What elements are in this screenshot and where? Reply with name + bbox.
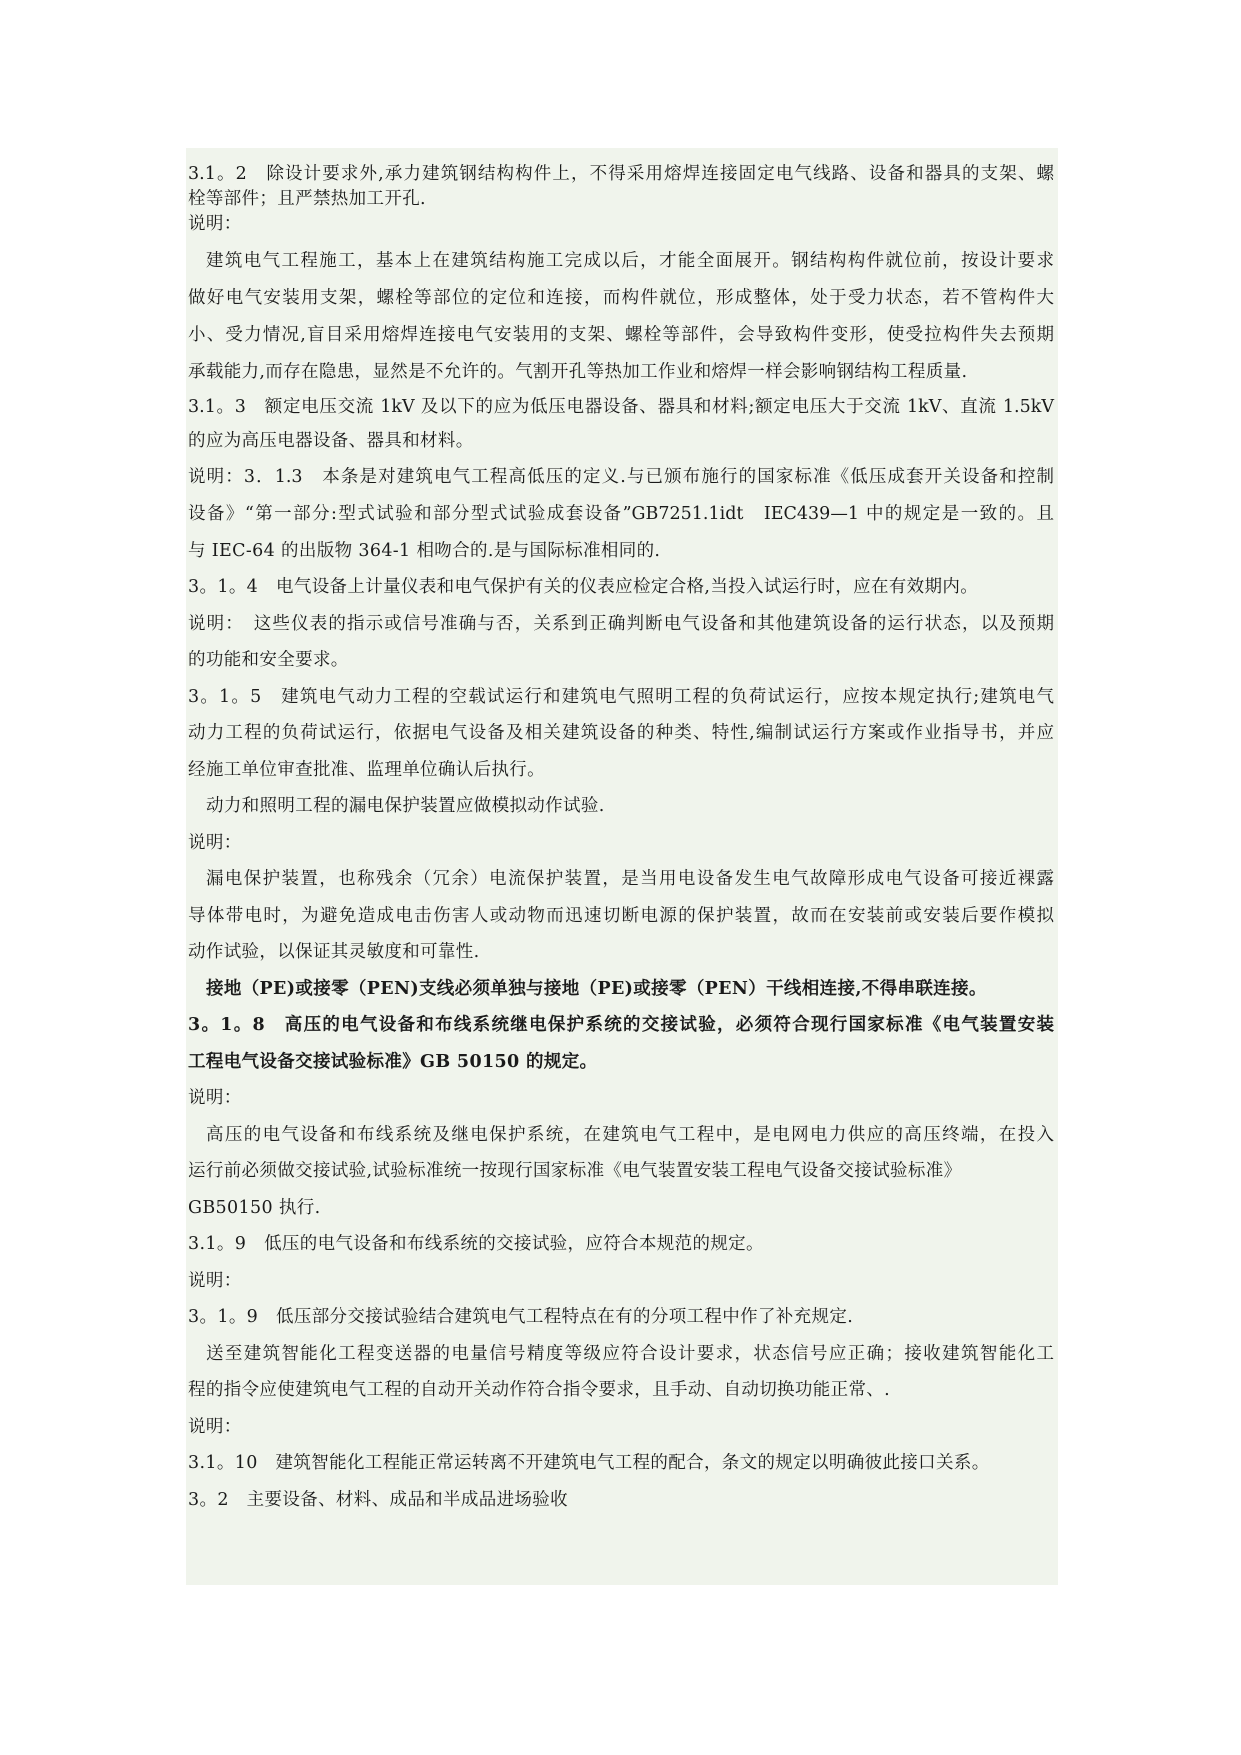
text-line: 3。1。4 电气设备上计量仪表和电气保护有关的仪表应检定合格,当投入试运行时，应在有效期内。 — [188, 577, 979, 597]
text-line: 动作试验，以保证其灵敏度和可靠性. — [188, 942, 480, 962]
text-line: 说明： — [188, 1271, 242, 1291]
text-line: 承载能力,而存在隐患，显然是不允许的。气割开孔等热加工作业和熔焊一样会影响钢结构工程质量. — [188, 362, 968, 382]
text-line: 导体带电时，为避免造成电击伤害人或动物而迅速切断电源的保护装置，故而在安装前或安装后要作模拟 — [188, 906, 1054, 926]
text-line: 接地（PE)或接零（PEN)支线必须单独与接地（PE)或接零（PEN）干线相连接,不得串联连接。 — [206, 979, 987, 999]
text-line: 小、受力情况,盲目采用熔焊连接电气安装用的支架、螺栓等部件，会导致构件变形，使受拉构件失去预期 — [188, 325, 1054, 345]
text-line: 说明： — [188, 1417, 242, 1437]
text-line: 动力和照明工程的漏电保护装置应做模拟动作试验. — [206, 796, 605, 816]
text-line: 3。1。5 建筑电气动力工程的空载试运行和建筑电气照明工程的负荷试运行，应按本规定执行;建筑电气 — [188, 687, 1054, 707]
text-line: 设备》“第一部分:型式试验和部分型式试验成套设备”GB7251.1idt IEC439—1 中的规定是一致的。且 — [188, 504, 1054, 524]
text-line: 建筑电气工程施工，基本上在建筑结构施工完成以后，才能全面展开。钢结构构件就位前，按设计要求 — [206, 251, 1054, 271]
text-line: 工程电气设备交接试验标准》GB 50150 的规定。 — [188, 1052, 598, 1072]
text-line: 程的指令应使建筑电气工程的自动开关动作符合指令要求，且手动、自动切换功能正常、. — [188, 1380, 891, 1400]
text-line: 说明： — [188, 833, 242, 853]
text-line: 说明： 这些仪表的指示或信号准确与否，关系到正确判断电气设备和其他建筑设备的运行状态，以及预期 — [188, 614, 1054, 634]
text-line: 说明： — [188, 214, 242, 234]
text-line: 的功能和安全要求。 — [188, 650, 349, 670]
text-line: 做好电气安装用支架，螺栓等部位的定位和连接，而构件就位，形成整体，处于受力状态，若不管构件大 — [188, 288, 1054, 308]
text-line: 的应为高压电器设备、器具和材料。 — [188, 431, 474, 451]
text-line: 3.1。2 除设计要求外,承力建筑钢结构构件上，不得采用熔焊连接固定电气线路、设备和器具的支架、螺 — [188, 164, 1054, 184]
text-line: 运行前必须做交接试验,试验标准统一按现行国家标准《电气装置安装工程电气设备交接试验标准》 — [188, 1161, 962, 1181]
text-line: 3.1。3 额定电压交流 1kV 及以下的应为低压电器设备、器具和材料;额定电压大于交流 1kV、直流 1.5kV — [188, 397, 1054, 417]
text-line: 与 IEC-64 的出版物 364-1 相吻合的.是与国际标准相同的. — [188, 541, 661, 561]
text-line: 说明： — [188, 1088, 242, 1108]
text-line: 动力工程的负荷试运行，依据电气设备及相关建筑设备的种类、特性,编制试运行方案或作业指导书，并应 — [188, 723, 1054, 743]
text-line: 3.1。10 建筑智能化工程能正常运转离不开建筑电气工程的配合，条文的规定以明确彼此接口关系。 — [188, 1453, 990, 1473]
text-line: 说明：3．1.3 本条是对建筑电气工程高低压的定义.与已颁布施行的国家标准《低压成套开关设备和控制 — [188, 467, 1054, 487]
text-line: 3。1。8 高压的电气设备和布线系统继电保护系统的交接试验，必须符合现行国家标准《电气装置安装 — [188, 1015, 1054, 1035]
text-line: 漏电保护装置，也称残余（冗余）电流保护装置，是当用电设备发生电气故障形成电气设备可接近裸露 — [206, 869, 1054, 889]
text-line: 3。1。9 低压部分交接试验结合建筑电气工程特点在有的分项工程中作了补充规定. — [188, 1307, 854, 1327]
text-line: 高压的电气设备和布线系统及继电保护系统，在建筑电气工程中，是电网电力供应的高压终端，在投入 — [206, 1125, 1054, 1145]
text-line: 3.1。9 低压的电气设备和布线系统的交接试验，应符合本规范的规定。 — [188, 1234, 764, 1254]
text-line: GB50150 执行. — [188, 1198, 321, 1218]
text-line: 经施工单位审查批准、监理单位确认后执行。 — [188, 760, 545, 780]
text-line: 送至建筑智能化工程变送器的电量信号精度等级应符合设计要求，状态信号应正确；接收建筑智能化工 — [206, 1344, 1054, 1364]
text-line: 3。2 主要设备、材料、成品和半成品进场验收 — [188, 1490, 568, 1510]
text-line: 栓等部件；且严禁热加工开孔. — [188, 189, 426, 209]
